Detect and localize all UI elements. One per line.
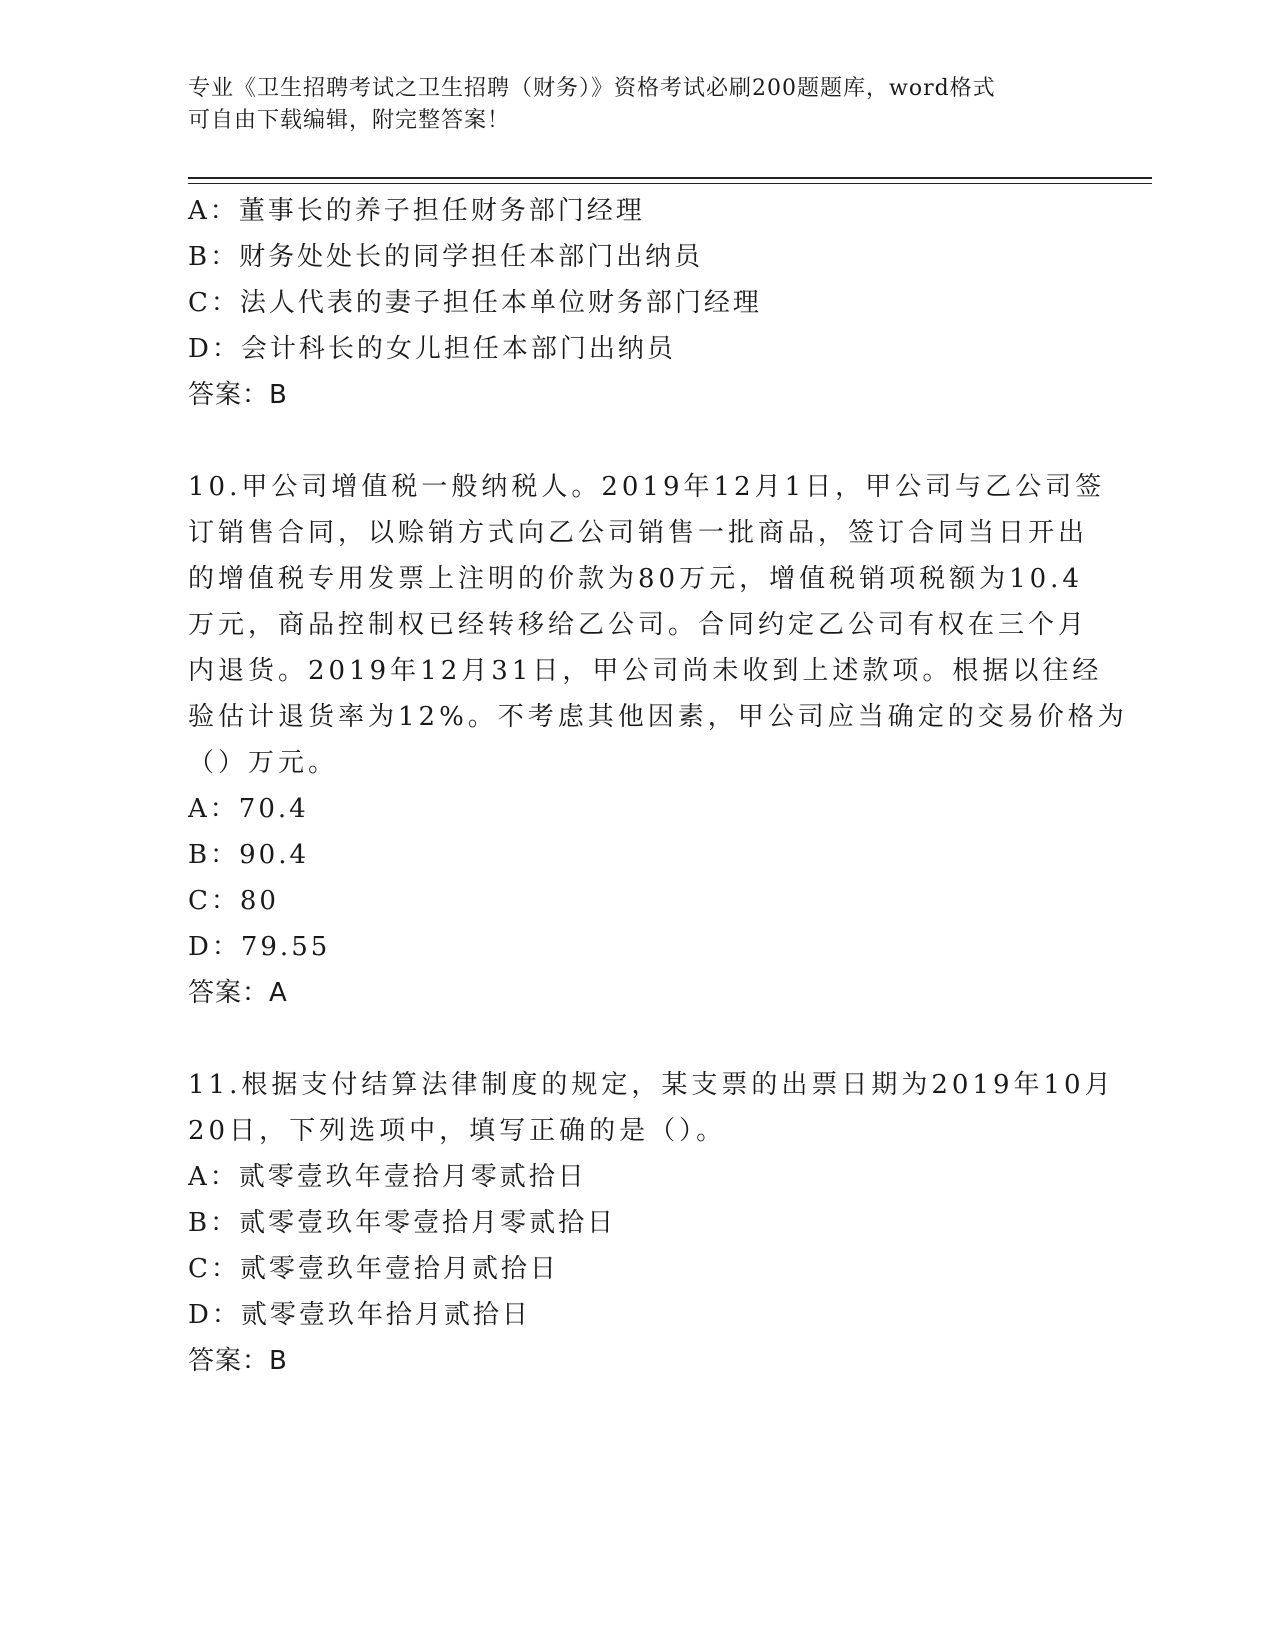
q10-stem-line-5: 内退货。2019年12月31日，甲公司尚未收到上述款项。根据以往经 <box>188 656 1103 686</box>
q9-option-a: A：董事长的养子担任财务部门经理 <box>188 196 645 226</box>
q11-option-d: D：贰零壹玖年拾月贰拾日 <box>188 1300 531 1330</box>
header-divider-thick <box>188 177 1152 179</box>
header-line-1: 专业《卫生招聘考试之卫生招聘（财务）》资格考试必刷200题题库，word格式 <box>188 76 996 101</box>
q10-option-d: D：79.55 <box>188 932 331 962</box>
q9-option-b: B：财务处处长的同学担任本部门出纳员 <box>188 242 704 272</box>
document-header <box>188 73 1068 137</box>
q10-stem-line-3: 的增值税专用发票上注明的价款为80万元，增值税销项税额为10.4 <box>188 564 1083 594</box>
header-line-2: 可自由下载编辑，附完整答案！ <box>188 108 511 133</box>
q9-answer: 答案：B <box>188 380 288 410</box>
q9-option-d: D：会计科长的女儿担任本部门出纳员 <box>188 334 676 364</box>
q11-stem-line-1: 11.根据支付结算法律制度的规定，某支票的出票日期为2019年10月 <box>188 1070 1115 1100</box>
q10-option-b: B：90.4 <box>188 840 309 870</box>
question-9 <box>188 188 1088 418</box>
q10-option-a: A：70.4 <box>188 794 309 824</box>
q10-stem-line-1: 10.甲公司增值税一般纳税人。2019年12月1日，甲公司与乙公司签 <box>188 472 1106 502</box>
q10-stem-line-4: 万元，商品控制权已经转移给乙公司。合同约定乙公司有权在三个月 <box>188 610 1089 640</box>
header-divider-thin <box>188 183 1152 184</box>
q9-option-c: C：法人代表的妻子担任本单位财务部门经理 <box>188 288 762 318</box>
q10-answer: 答案：A <box>188 978 288 1008</box>
question-11 <box>188 1062 1115 1384</box>
q10-stem <box>188 464 1128 786</box>
question-spacer <box>188 418 1088 464</box>
q11-option-b: B：贰零壹玖年零壹拾月零贰拾日 <box>188 1208 617 1238</box>
q11-option-c: C：贰零壹玖年壹拾月贰拾日 <box>188 1254 559 1284</box>
q10-stem-line-7: （）万元。 <box>188 748 339 778</box>
q10-stem-line-2: 订销售合同，以赊销方式向乙公司销售一批商品，签订合同当日开出 <box>188 518 1089 548</box>
q11-stem <box>188 1062 1115 1154</box>
q10-stem-line-6: 验估计退货率为12%。不考虑其他因素，甲公司应当确定的交易价格为 <box>188 702 1128 732</box>
question-spacer <box>188 1016 1088 1062</box>
question-list <box>188 188 1128 1384</box>
q11-option-a: A：贰零壹玖年壹拾月零贰拾日 <box>188 1162 587 1192</box>
q10-option-c: C：80 <box>188 886 279 916</box>
question-10 <box>188 464 1128 1016</box>
q11-stem-line-2: 20日，下列选项中，填写正确的是（）。 <box>188 1116 727 1146</box>
q11-answer: 答案：B <box>188 1346 288 1376</box>
